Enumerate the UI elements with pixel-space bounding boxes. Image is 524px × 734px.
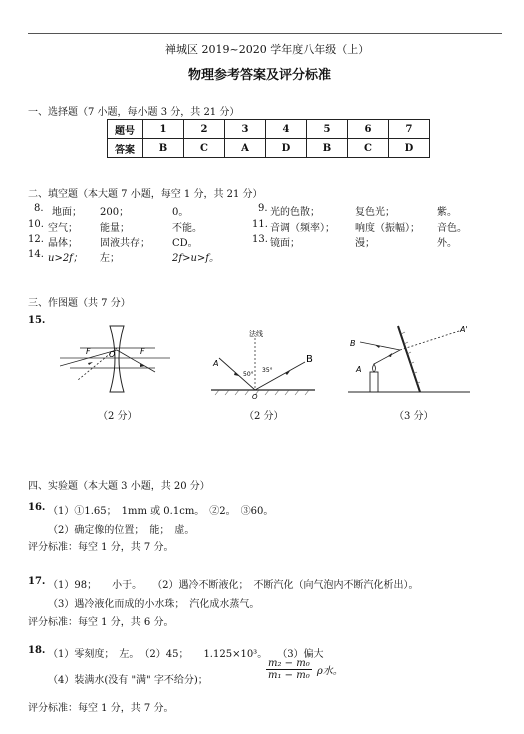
table-row (108, 120, 430, 139)
table-cell: D (266, 139, 307, 158)
candle-flame-icon (373, 364, 376, 372)
mirror-candle-diagram (344, 322, 474, 400)
q8-num: 8. (34, 203, 44, 214)
q16-line1: （1）①1.65； 1mm 或 0.1cm。 ②2。 ③60。 (48, 506, 274, 517)
section-2-heading: 二、填空题（本大题 7 小题，每空 1 分，共 21 分） (28, 189, 263, 200)
plane-mirror (398, 326, 420, 392)
mirror-hatching (215, 390, 309, 395)
q10-num: 10. (28, 219, 44, 230)
q13-c: 外。 (437, 238, 457, 249)
label-A-prime: A' (460, 325, 468, 334)
q8-a: 地面； (52, 207, 82, 218)
table-cell: 7 (389, 120, 430, 139)
q12-a: 晶体； (48, 238, 78, 249)
formula-tail: ρ水。 (316, 666, 343, 677)
q9-c: 紫。 (437, 207, 457, 218)
label-normal: 法线 (249, 330, 263, 338)
formula-fraction (266, 658, 312, 681)
table-cell: D (389, 139, 430, 158)
lens-diagram (60, 320, 170, 400)
q11-num: 11. (252, 219, 268, 230)
header-line: 禅城区 2019~2020 学年度八年级（上） (165, 43, 370, 56)
table-cell: A (225, 139, 266, 158)
concave-lens (110, 326, 124, 392)
q14-b: 左； (100, 253, 120, 264)
q11-b: 响度（振幅）； (355, 223, 420, 234)
q9-b: 复色光； (355, 207, 395, 218)
q18-line2: （4）装满水(没有 "满" 字不给分)； (48, 675, 208, 686)
ray-from-candle (374, 350, 400, 364)
label-B: B (306, 354, 313, 365)
q13-b: 漫； (355, 238, 375, 249)
q8-b: 200； (100, 207, 130, 218)
fig3-score: （3 分） (394, 411, 434, 422)
q10-c: 不能。 (172, 223, 202, 234)
formula-denominator: m₁ − m₀ (268, 670, 310, 681)
fig1-score: （2 分） (98, 411, 138, 422)
label-F1: F (86, 347, 91, 356)
table-cell: C (348, 139, 389, 158)
q12-num: 12. (28, 234, 44, 245)
reflection-diagram (205, 328, 325, 400)
q18-grading: 评分标准：每空 1 分，共 7 分。 (28, 703, 174, 714)
section-3-heading: 三、作图题（共 7 分） (28, 298, 131, 309)
label-F2: F (140, 347, 145, 356)
table-cell: 题号 (108, 120, 143, 139)
top-rule (28, 33, 502, 34)
q13-a: 镜面； (270, 238, 300, 249)
fig2-score: （2 分） (244, 411, 284, 422)
refracted-ray (117, 350, 155, 372)
q16-line2: （2）确定像的位置； 能； 虚。 (48, 525, 195, 536)
q17-num: 17. (28, 576, 46, 587)
q18-line1: （1）零刻度； 左。 （2）45； 1.125×10³。 （3）偏大 (48, 649, 324, 660)
table-cell: B (143, 139, 184, 158)
label-A: A (213, 359, 219, 368)
q9-a: 光的色散； (270, 207, 320, 218)
q17-line1: （1）98； 小于。 （2）遇冷不断液化； 不断汽化（向气泡内不断汽化析出）。 (48, 580, 419, 591)
q16-grading: 评分标准：每空 1 分，共 7 分。 (28, 542, 174, 553)
q18-num: 18. (28, 645, 46, 656)
table-cell: 1 (143, 120, 184, 139)
label-angle-1: 50° (243, 371, 254, 378)
q12-c: CD。 (172, 238, 198, 249)
virtual-extension (400, 330, 462, 350)
label-B: B (350, 339, 356, 348)
q9-num: 9. (258, 203, 268, 214)
table-cell: 5 (307, 120, 348, 139)
q16-num: 16. (28, 502, 46, 513)
candle (370, 372, 378, 392)
table-cell: 4 (266, 120, 307, 139)
q10-b: 能量； (100, 223, 130, 234)
q15-num: 15. (28, 315, 46, 326)
table-cell: 3 (225, 120, 266, 139)
q13-num: 13. (252, 234, 268, 245)
table-cell: C (184, 139, 225, 158)
table-row (108, 139, 430, 158)
label-A: A (356, 365, 362, 374)
q14-num: 14. (28, 249, 44, 260)
q11-c: 音色。 (437, 223, 467, 234)
label-O: O (252, 393, 258, 400)
density-formula (266, 658, 343, 681)
page-title: 物理参考答案及评分标准 (188, 68, 332, 83)
answer-table (107, 119, 430, 158)
q17-grading: 评分标准：每空 1 分，共 6 分。 (28, 617, 174, 628)
table-cell: 6 (348, 120, 389, 139)
table-cell: 2 (184, 120, 225, 139)
q8-c: 0。 (172, 207, 189, 218)
formula-numerator: m₂ − m₀ (268, 658, 310, 669)
table-cell: 答案 (108, 139, 143, 158)
arrow-icon (88, 362, 93, 365)
q17-line2: （3）遇冷液化而成的小水珠； 汽化成水蒸气。 (48, 599, 260, 610)
mirror-hatching (401, 332, 420, 384)
label-O: O (109, 350, 116, 359)
section-4-heading: 四、实验题（本大题 3 小题，共 20 分） (28, 481, 210, 492)
q12-b: 固液共存； (100, 238, 150, 249)
q14-a: u>2f； (48, 253, 83, 264)
q14-c: 2f>u>f。 (172, 253, 219, 264)
q10-a: 空气； (48, 223, 78, 234)
table-cell: B (307, 139, 348, 158)
section-1-heading: 一、选择题（7 小题，每小题 3 分，共 21 分） (28, 107, 240, 118)
q11-a: 音调（频率）； (270, 223, 335, 234)
label-angle-2: 35° (262, 367, 273, 374)
